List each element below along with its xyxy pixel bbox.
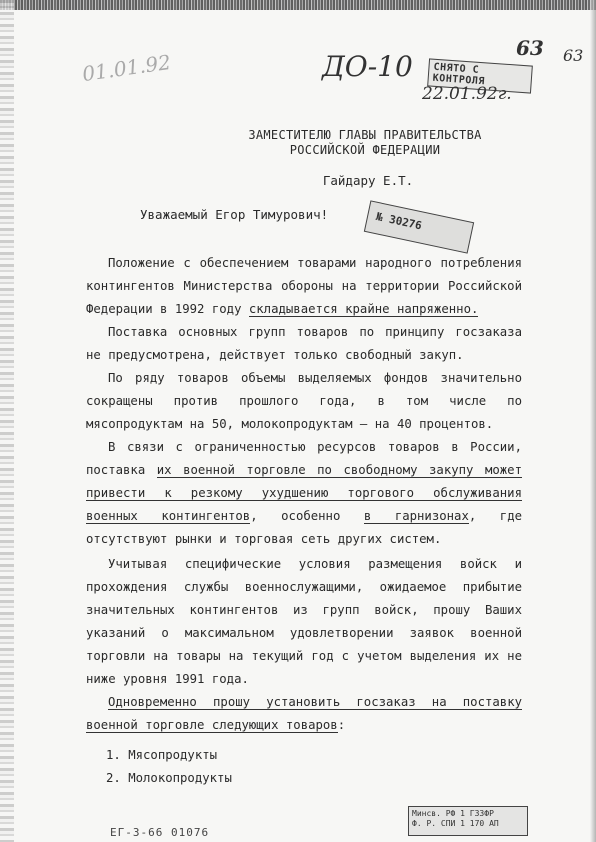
paragraph-4-text-e: , где отсутствуют рынки и торговая сеть других систем.	[86, 509, 522, 546]
page-number-handwritten: 63	[516, 36, 544, 60]
control-stamp-date: 22.01.92г.	[422, 84, 512, 104]
paragraph-4	[86, 436, 522, 551]
footer-stamp-line1: Минсв. РФ 1 ГЗЗФР	[412, 809, 494, 818]
paragraph-6-colon: :	[337, 718, 346, 732]
control-stamp-text: СНЯТО С КОНТРОЛЯ	[432, 61, 486, 88]
handwritten-date-top-left: 01.01.92	[80, 49, 173, 87]
addressee-line2: РОССИЙСКОЙ ФЕДЕРАЦИИ	[289, 143, 441, 157]
paragraph-4-underlined-garrisons: в гарнизонах	[363, 509, 469, 523]
registration-stamp	[364, 200, 474, 253]
list-item: 1. Мясопродукты	[106, 748, 218, 762]
scan-edge-left	[0, 0, 14, 842]
paragraph-4-underlined: их военной торговле по свободному закупу может привести к резкому ухудшению торгового обслуживания военных контингентов	[86, 463, 522, 523]
list-item: 2. Молокопродукты	[106, 771, 232, 785]
page-number-margin: 63	[563, 46, 584, 65]
addressee-name: Гайдару Е.Т.	[322, 173, 414, 188]
letter-body	[86, 252, 522, 737]
paragraph-4-text-c: , особенно	[250, 509, 364, 523]
footer-stamp-line2: Ф. Р. СПИ 1 170 АП	[412, 819, 499, 828]
addressee-line1: ЗАМЕСТИТЕЛЮ ГЛАВЫ ПРАВИТЕЛЬСТВА	[248, 128, 482, 142]
registration-stamp-text: № 30276	[374, 210, 423, 233]
paragraph-2: Поставка основных групп товаров по принципу госзаказа не предусмотрена, действует только свободный закуп.	[86, 325, 522, 362]
goods-list	[106, 744, 232, 790]
paragraph-1-text: Положение с обеспечением товарами народного потребления контингентов Министерства обороны на территории Российской Федерации в 1992 году	[86, 256, 522, 316]
document-code: ЕГ-3-66 01076	[110, 826, 210, 839]
addressee-block	[200, 128, 530, 158]
paragraph-4-text-a: В связи с ограниченностью ресурсов товаров в России, поставка	[86, 440, 522, 477]
paragraph-5: Учитывая специфические условия размещения войск и прохождения службы военнослужащими, ожидаемое прибытие значительных контингентов из групп войск, прошу Ваших указаний о максимальном удовлетворении заявок военной торговли на товары на текущий год с учетом выделения их не ниже уровня 1991 года.	[86, 557, 522, 686]
paragraph-6	[86, 691, 522, 737]
scan-edge-right	[590, 0, 596, 842]
paragraph-1-underlined: складывается крайне напряженно.	[248, 302, 479, 316]
handwritten-reference: ДО-10	[322, 50, 413, 83]
paragraph-6-underlined: Одновременно прошу установить госзаказ на поставку военной торговле следующих товаров	[86, 695, 522, 732]
salutation: Уважаемый Егор Тимурович!	[140, 207, 329, 222]
paragraph-1	[86, 252, 522, 321]
scan-edge-top	[0, 0, 596, 10]
footer-stamp	[408, 806, 528, 836]
paragraph-3: По ряду товаров объемы выделяемых фондов значительно сокращены против прошлого года, в том числе по мясопродуктам на 50, молокопродуктам – на 40 процентов.	[86, 371, 522, 431]
